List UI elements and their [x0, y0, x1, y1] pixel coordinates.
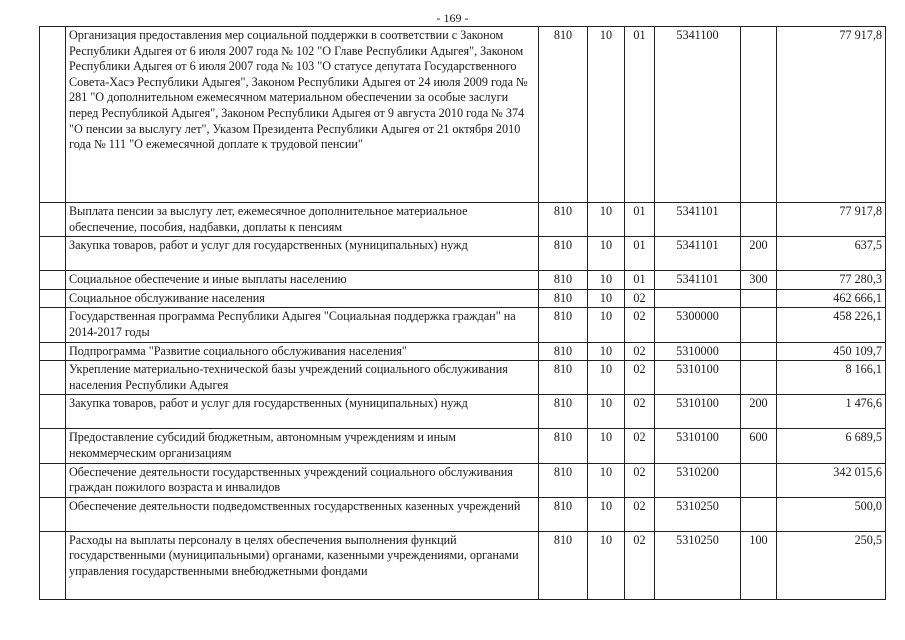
- row-name: Подпрограмма "Развитие социального обслуживания населения": [66, 342, 539, 361]
- row-name: Предоставление субсидий бюджетным, автономным учреждениям и иным некоммерческим организациям: [66, 429, 539, 463]
- row-index-cell: [40, 429, 66, 463]
- row-index-cell: [40, 308, 66, 342]
- ved-code: 810: [539, 497, 588, 531]
- ved-code: 810: [539, 203, 588, 237]
- table-row: [40, 497, 886, 531]
- row-name: Социальное обеспечение и иные выплаты населению: [66, 271, 539, 290]
- amount: 450 109,7: [777, 342, 886, 361]
- expense-type-code: [741, 203, 777, 237]
- row-name: Социальное обслуживание населения: [66, 289, 539, 308]
- target-article-code: 5310200: [655, 463, 741, 497]
- expense-type-code: 200: [741, 237, 777, 271]
- amount: 250,5: [777, 531, 886, 599]
- target-article-code: 5310250: [655, 531, 741, 599]
- ved-code: 810: [539, 342, 588, 361]
- subsection-code: 01: [625, 203, 655, 237]
- section-code: 10: [588, 271, 625, 290]
- amount: 1 476,6: [777, 395, 886, 429]
- subsection-code: 02: [625, 308, 655, 342]
- budget-table: [39, 26, 886, 600]
- expense-type-code: 200: [741, 395, 777, 429]
- target-article-code: 5310100: [655, 429, 741, 463]
- row-name: Обеспечение деятельности подведомственных государственных казенных учреждений: [66, 497, 539, 531]
- row-index-cell: [40, 289, 66, 308]
- row-index-cell: [40, 463, 66, 497]
- subsection-code: 02: [625, 429, 655, 463]
- ved-code: 810: [539, 361, 588, 395]
- subsection-code: 01: [625, 27, 655, 203]
- subsection-code: 02: [625, 531, 655, 599]
- row-name: Государственная программа Республики Адыгея "Социальная поддержка граждан" на 2014-2017 годы: [66, 308, 539, 342]
- amount: 637,5: [777, 237, 886, 271]
- subsection-code: 02: [625, 395, 655, 429]
- expense-type-code: [741, 342, 777, 361]
- row-index-cell: [40, 395, 66, 429]
- table-row: [40, 237, 886, 271]
- expense-type-code: [741, 27, 777, 203]
- ved-code: 810: [539, 395, 588, 429]
- subsection-code: 01: [625, 237, 655, 271]
- row-index-cell: [40, 271, 66, 290]
- target-article-code: [655, 289, 741, 308]
- row-name: Обеспечение деятельности государственных учреждений социального обслуживания граждан пожилого возраста и инвалидов: [66, 463, 539, 497]
- amount: 458 226,1: [777, 308, 886, 342]
- subsection-code: 02: [625, 289, 655, 308]
- row-index-cell: [40, 27, 66, 203]
- subsection-code: 02: [625, 463, 655, 497]
- row-index-cell: [40, 497, 66, 531]
- section-code: 10: [588, 531, 625, 599]
- subsection-code: 01: [625, 271, 655, 290]
- table-row: [40, 271, 886, 290]
- section-code: 10: [588, 395, 625, 429]
- target-article-code: 5341101: [655, 237, 741, 271]
- expense-type-code: 300: [741, 271, 777, 290]
- target-article-code: 5310250: [655, 497, 741, 531]
- ved-code: 810: [539, 27, 588, 203]
- expense-type-code: [741, 289, 777, 308]
- amount: 77 917,8: [777, 27, 886, 203]
- row-name: Закупка товаров, работ и услуг для государственных (муниципальных) нужд: [66, 237, 539, 271]
- target-article-code: 5341101: [655, 203, 741, 237]
- ved-code: 810: [539, 531, 588, 599]
- table-row: [40, 342, 886, 361]
- row-index-cell: [40, 531, 66, 599]
- section-code: 10: [588, 237, 625, 271]
- section-code: 10: [588, 497, 625, 531]
- subsection-code: 02: [625, 361, 655, 395]
- expense-type-code: 600: [741, 429, 777, 463]
- amount: 342 015,6: [777, 463, 886, 497]
- section-code: 10: [588, 203, 625, 237]
- target-article-code: 5341100: [655, 27, 741, 203]
- subsection-code: 02: [625, 497, 655, 531]
- expense-type-code: [741, 308, 777, 342]
- ved-code: 810: [539, 308, 588, 342]
- row-name: Укрепление материально-технической базы учреждений социального обслуживания населения Республики Адыгея: [66, 361, 539, 395]
- section-code: 10: [588, 342, 625, 361]
- row-index-cell: [40, 203, 66, 237]
- table-row: [40, 531, 886, 599]
- row-index-cell: [40, 342, 66, 361]
- row-index-cell: [40, 237, 66, 271]
- section-code: 10: [588, 361, 625, 395]
- expense-type-code: [741, 361, 777, 395]
- table-row: [40, 463, 886, 497]
- amount: 77 280,3: [777, 271, 886, 290]
- page-number: - 169 -: [436, 11, 469, 25]
- section-code: 10: [588, 463, 625, 497]
- subsection-code: 02: [625, 342, 655, 361]
- target-article-code: 5300000: [655, 308, 741, 342]
- target-article-code: 5310000: [655, 342, 741, 361]
- table-row: [40, 308, 886, 342]
- expense-type-code: [741, 497, 777, 531]
- amount: 77 917,8: [777, 203, 886, 237]
- section-code: 10: [588, 27, 625, 203]
- expense-type-code: [741, 463, 777, 497]
- table-row: [40, 361, 886, 395]
- section-code: 10: [588, 308, 625, 342]
- expense-type-code: 100: [741, 531, 777, 599]
- target-article-code: 5310100: [655, 395, 741, 429]
- amount: 462 666,1: [777, 289, 886, 308]
- ved-code: 810: [539, 271, 588, 290]
- table-row: [40, 289, 886, 308]
- row-name: Выплата пенсии за выслугу лет, ежемесячное дополнительное материальное обеспечение, пособия, надбавки, доплаты к пенсиям: [66, 203, 539, 237]
- row-index-cell: [40, 361, 66, 395]
- section-code: 10: [588, 289, 625, 308]
- ved-code: 810: [539, 463, 588, 497]
- ved-code: 810: [539, 429, 588, 463]
- target-article-code: 5341101: [655, 271, 741, 290]
- row-name: Расходы на выплаты персоналу в целях обеспечения выполнения функций государственными (муниципальными) органами, казенными учреждениями, органами управления государственными внебюджетными фондами: [66, 531, 539, 599]
- table-row: [40, 27, 886, 203]
- row-name: Закупка товаров, работ и услуг для государственных (муниципальных) нужд: [66, 395, 539, 429]
- table-row: [40, 395, 886, 429]
- ved-code: 810: [539, 237, 588, 271]
- amount: 6 689,5: [777, 429, 886, 463]
- amount: 8 166,1: [777, 361, 886, 395]
- table-row: [40, 429, 886, 463]
- table-row: [40, 203, 886, 237]
- row-name: Организация предоставления мер социальной поддержки в соответствии с Законом Республики Адыгея от 6 июля 2007 года № 102 "О Главе Республики Адыгея", Законом Республики Адыгея от 6 июля 2007 года № 103 "О статусе депутата Государственного Совета-Хасэ Республики Адыгея", Законом Республики Адыгея от 24 июля 2009 года № 281 "О дополнительном ежемесячном материальном обеспечении за особые заслуги перед Республикой Адыгея", Законом Республики Адыгея от 9 августа 2010 года № 374 "О пенсии за выслугу лет", Указом Президента Республики Адыгея от 21 октября 2010 года № 111 "О ежемесячной доплате к трудовой пенсии": [66, 27, 539, 203]
- section-code: 10: [588, 429, 625, 463]
- amount: 500,0: [777, 497, 886, 531]
- target-article-code: 5310100: [655, 361, 741, 395]
- ved-code: 810: [539, 289, 588, 308]
